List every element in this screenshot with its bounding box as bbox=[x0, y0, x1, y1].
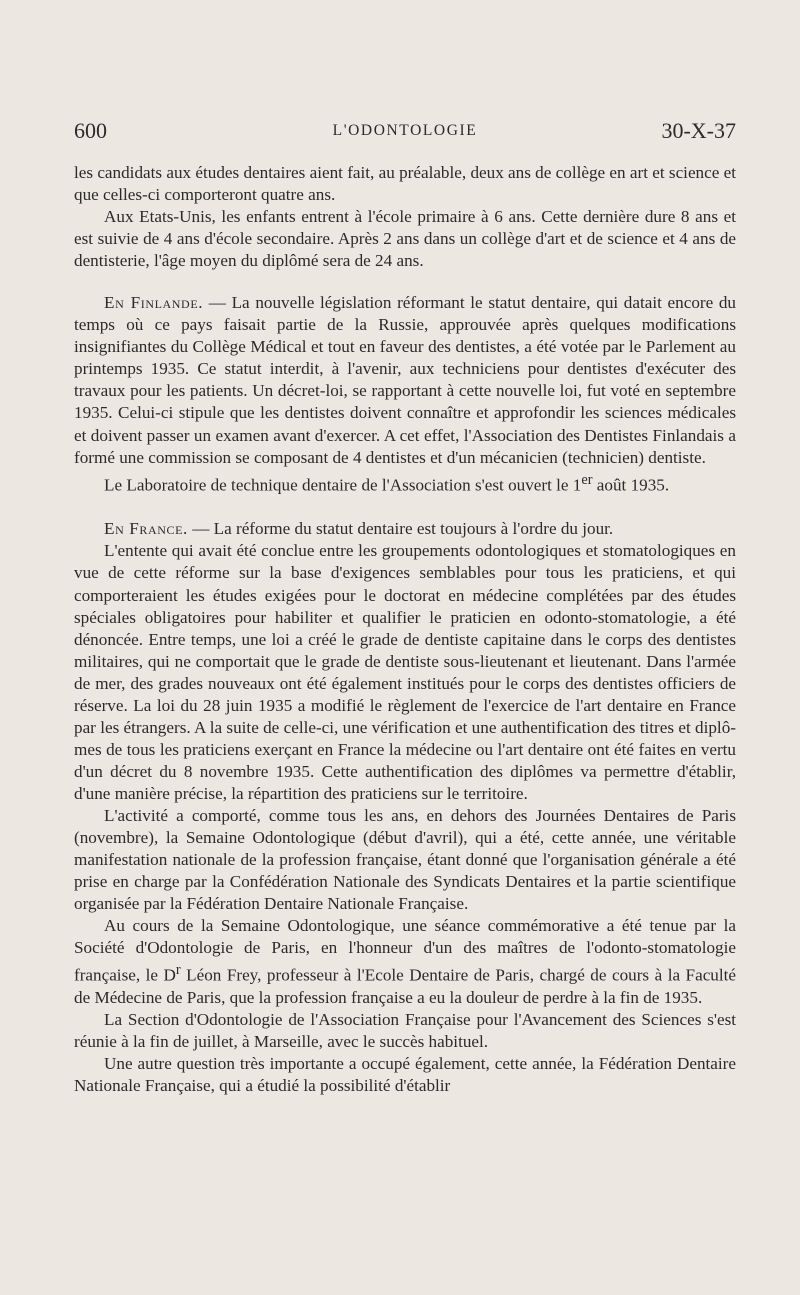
section-lead-finlande: En Finlande. bbox=[104, 293, 204, 313]
paragraph-activite: L'activité a comporté, comme tous les ans, en dehors des Journées Dentaires de Paris (novembre), la Semaine Odontologique (début d'avril), qui a été, cette année, une véritable manifestation nationale de la profession française, étant donné que l'organisation générale a été prise en charge par la Confédération Nationale des Syndicats Dentaires et la partie scientifique organisée par la Fédération Dentaire Nationale Française. bbox=[74, 805, 736, 914]
paragraph-question: Une autre question très importante a occupé également, cette année, la Fédération Dentaire Nationale Française, qui a étudié la possibilité d'établir bbox=[74, 1054, 736, 1096]
paragraph-finlande: En Finlande. — La nouvelle législation réformant le statut dentaire, qui datait encore du temps où ce pays faisait partie de la Russie, approuvée après quelques modifications insignifiantes du Collège Médical et tout en faveur des dentistes, a été votée par le Parlement au printemps 1935. Ce statut interdit, à l'avenir, aux techniciens pour dentistes d'exécuter des travaux pour les patients. Un décret-loi, se rapportant à cette nouvelle loi, fut voté en septembre 1935. Celui-ci stipule que les dentistes doivent connaître et approfondir les sciences médicales et doivent passer un examen avant d'exercer. A cet effet, l'Association des Dentistes Finlandais a formé une commission se composant de 4 dentistes et d'un mécanicien (technicien) dentiste. bbox=[74, 293, 737, 467]
paragraph-semaine: Au cours de la Semaine Odontologique, une séance commémorative a été tenue par la Société d'Odontologie de Paris, en l'honneur d'un des maîtres de l'odonto-stomatologie française, le $D^r$ Léon Frey, professeur à l'Ecole Dentaire de Paris, chargé de cours à la Faculté de Médecine de Paris, que la profession française a eu la douleur de perdre à la fin de 1935. bbox=[74, 916, 736, 1008]
paragraph-section: La Section d'Odontologie de l'Association Française pour l'Avancement des Sciences s'est réunie à la fin de juillet, à Marseille, avec le succès habituel. bbox=[74, 1010, 736, 1052]
paragraph-entente: L'entente qui avait été conclue entre les groupements odontologiques et stomatologiques en vue de cette réforme sur la base d'exigences semblables pour tous les praticiens, et qui comporteraient les études exigées pour le doctorat en médecine complétées par des études spéciales obligatoires pour habiliter et qualifier le praticien en odonto-stomatologie, a été dénoncée. Entre temps, une loi a créé le grade de dentiste capitaine dans le corps des dentistes militaires, qui ne comportait que le grade de dentiste sous-lieutenant et lieutenant. Dans l'armée de mer, des grades nouveaux ont été également institués pour le corps des dentistes officiers de réserve. La loi du 28 juin 1935 a modifié le règlement de l'exercice de l'art dentaire en France par les étrangers. A la suite de celle-ci, une vérification et une authentification des titres et diplômes de tous les praticiens exerçant en France la médecine ou l'art dentaire ont été faites en vertu d'un décret du 8 novembre 1935. Cette authentification des diplômes va permettre d'établir, d'une manière précise, la répartition des praticiens sur le territoire. bbox=[74, 541, 736, 803]
paragraph-laboratoire: Le Laboratoire de technique dentaire de l'Association s'est ouvert le 1er août 1935. bbox=[104, 471, 670, 495]
journal-title: L'ODONTOLOGIE bbox=[332, 122, 478, 139]
paragraph-france: En France. — La réforme du statut dentaire est toujours à l'ordre du jour. bbox=[104, 519, 614, 539]
page-number: 600 bbox=[74, 118, 107, 143]
paragraph-continuation: les candidats aux études dentaires aient fait, au préalable, deux ans de collège en art et science et que celles-ci comporteront quatre ans. bbox=[74, 163, 736, 205]
article-body bbox=[74, 162, 736, 1097]
section-lead-france: En France. bbox=[104, 519, 188, 539]
issue-date: 30-X-37 bbox=[661, 118, 736, 143]
paragraph-etats-unis: Aux Etats-Unis, les enfants entrent à l'école primaire à 6 ans. Cette dernière dure 8 ans et est suivie de 4 ans d'école secondaire. Après 2 ans dans un collège d'art et de science et 4 ans de dentisterie, l'âge moyen du diplômé sera de 24 ans. bbox=[74, 207, 736, 271]
running-head bbox=[74, 118, 736, 148]
